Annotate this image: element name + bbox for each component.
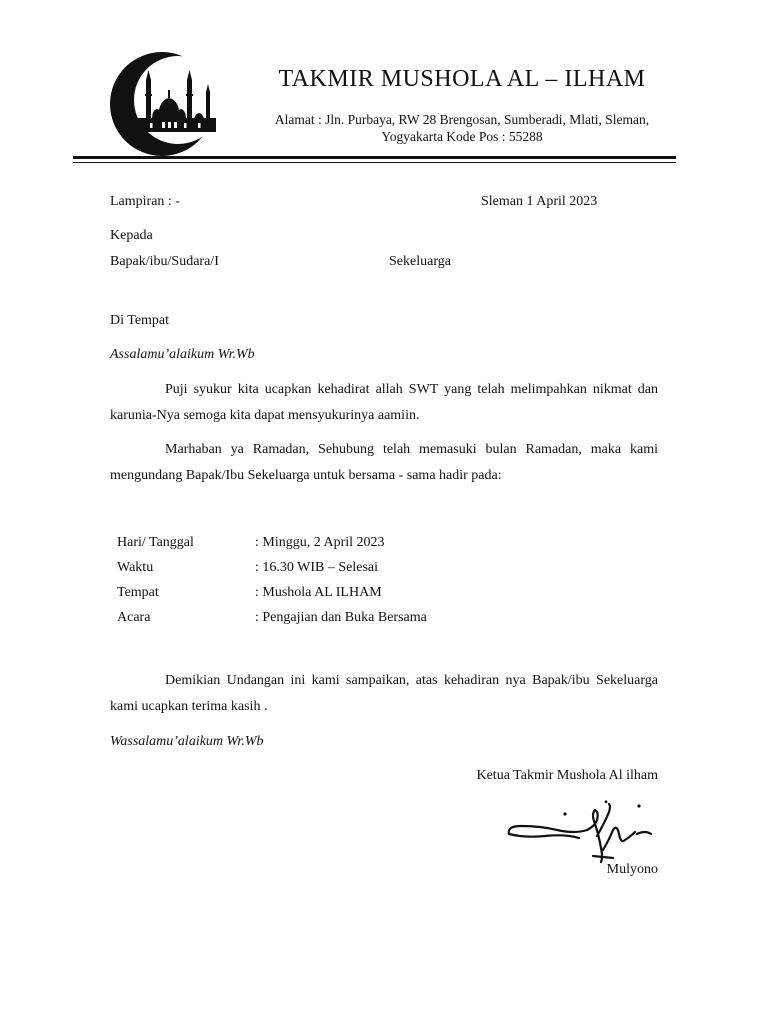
paragraph-2: Marhaban ya Ramadan, Sehubung telah memasuki bulan Ramadan, maka kami mengundang Bapak/Ibu Sekeluarga untuk bersama - sama hadir pada:: [110, 442, 658, 483]
signatory-title: Ketua Takmir Mushola Al ilham: [476, 768, 658, 783]
detail-label: Waktu: [117, 560, 154, 575]
detail-value: : Mushola AL ILHAM: [255, 585, 382, 600]
opening-greeting: Assalamu’alaikum Wr.Wb: [110, 347, 255, 362]
detail-value: : 16.30 WIB – Selesai: [255, 560, 379, 575]
detail-value: : Pengajian dan Buka Bersama: [255, 610, 427, 625]
signatory-name: Mulyono: [606, 862, 658, 877]
org-name: TAKMIR MUSHOLA AL – ILHAM: [278, 66, 646, 92]
detail-label: Hari/ Tanggal: [117, 535, 194, 550]
header-divider-thin: [73, 162, 676, 163]
detail-label: Tempat: [117, 585, 159, 600]
crescent-mosque-icon: [106, 50, 218, 158]
detail-value: : Minggu, 2 April 2023: [255, 535, 385, 550]
org-address: [252, 111, 672, 145]
detail-row: [117, 610, 427, 635]
recipient-family: Sekeluarga: [389, 254, 451, 269]
place-date: Sleman 1 April 2023: [481, 194, 598, 209]
detail-row: [117, 535, 427, 560]
detail-row: [117, 560, 427, 585]
recipient: Bapak/ibu/Sudara/I: [110, 254, 219, 269]
lampiran: Lampiran : -: [110, 194, 180, 209]
handwritten-signature: [505, 800, 660, 868]
address-line-2: Yogyakarta Kode Pos : 55288: [381, 129, 543, 144]
paragraph-1: Puji syukur kita ucapkan kehadirat allah SWT yang telah melimpahkan nikmat dan karunia-Nya semoga kita dapat mensyukurinya aamiin.: [110, 382, 658, 423]
closing-greeting: Wassalamu’alaikum Wr.Wb: [110, 734, 264, 749]
detail-row: [117, 585, 427, 610]
event-details: [117, 535, 427, 635]
address-line-1: Alamat : Jln. Purbaya, RW 28 Brengosan, Sumberadi, Mlati, Sleman,: [274, 112, 650, 127]
detail-label: Acara: [117, 610, 151, 625]
paragraph-3: Demikian Undangan ini kami sampaikan, atas kehadiran nya Bapak/ibu Sekeluarga kami ucapkan terima kasih .: [110, 673, 658, 714]
header-divider-thick: [73, 156, 676, 159]
di-tempat: Di Tempat: [110, 313, 170, 328]
kepada-label: Kepada: [110, 228, 153, 243]
